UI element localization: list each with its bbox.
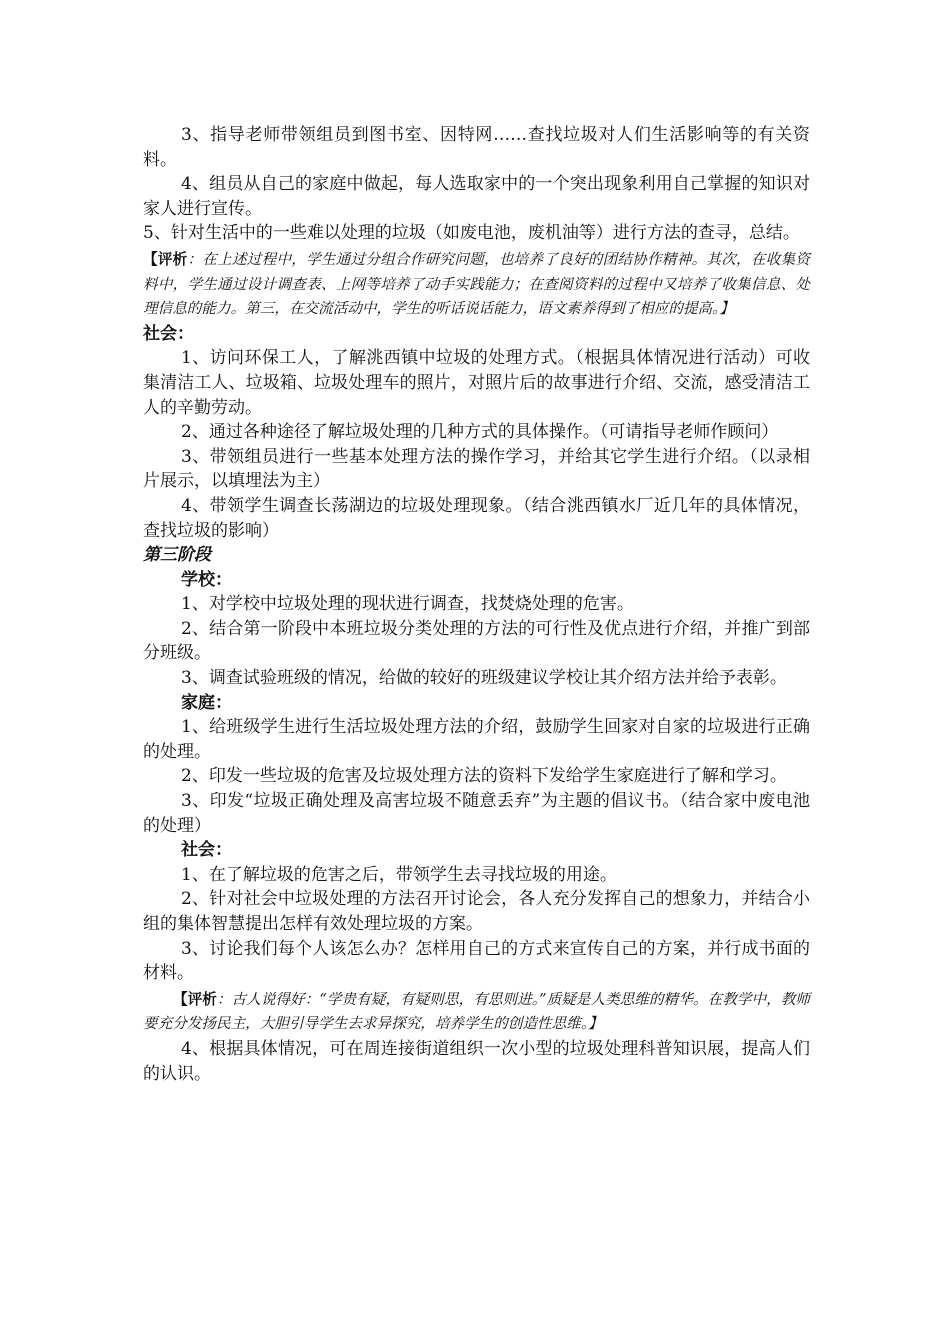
commentary-note [143, 988, 810, 1037]
commentary-label: 评析 [187, 990, 217, 1008]
paragraph-item: 4、带领学生调查长荡湖边的垃圾处理现象。（结合洮西镇水厂近几年的具体情况，查找垃圾的影响） [143, 495, 810, 541]
stage-heading: 第三阶段 [143, 545, 211, 566]
commentary-label: 评析 [157, 250, 188, 268]
paragraph-item: 1、给班级学生进行生活垃圾处理方法的介绍，鼓励学生回家对自家的垃圾进行正确的处理。 [143, 717, 810, 762]
section-heading-family: 家庭： [181, 692, 232, 713]
document-body [143, 123, 810, 1086]
paragraph-item: 4、根据具体情况，可在周连接街道组织一次小型的垃圾处理科普知识展，提高人们的认识。 [143, 1038, 810, 1084]
section-heading-social: 社会： [181, 840, 232, 861]
commentary-bracket: 【 [143, 250, 158, 268]
paragraph-item: 2、针对社会中垃圾处理的方法召开讨论会，各人充分发挥自己的想象力，并结合小组的集体智慧提出怎样有效处理垃圾的方案。 [143, 889, 810, 934]
section-heading-social: 社会： [143, 323, 194, 344]
paragraph-item: 3、调查试验班级的情况，给做的较好的班级建议学校让其介绍方法并给予表彰。 [181, 668, 787, 689]
paragraph-item: 3、带领组员进行一些基本处理方法的操作学习，并给其它学生进行介绍。（以录相片展示，以填埋法为主） [143, 446, 810, 492]
commentary-text: ：在上述过程中，学生通过分组合作研究问题，也培养了良好的团结协作精神。其次，在收集资料中，学生通过设计调查表、上网等培养了动手实践能力；在查阅资料的过程中又培养了收集信息、处理信息的能力。第三，在交流活动中，学生的听话说话能力，语文素养得到了相应的提高。】 [143, 250, 810, 318]
paragraph-item: 2、通过各种途径了解垃圾处理的几种方式的具体操作。（可请指导老师作顾问） [181, 422, 779, 443]
section-heading-school: 学校： [181, 569, 232, 590]
commentary-bracket: 【 [173, 990, 188, 1008]
paragraph-item: 1、访问环保工人，了解洮西镇中垃圾的处理方式。（根据具体情况进行活动）可收集清洁工人、垃圾箱、垃圾处理车的照片，对照片后的故事进行介绍、交流，感受清洁工人的辛勤劳动。 [143, 348, 810, 418]
paragraph-item: 2、结合第一阶段中本班垃圾分类处理的方法的可行性及优点进行介绍，并推广到部分班级。 [143, 618, 810, 664]
paragraph-item: 3、讨论我们每个人该怎么办？怎样用自己的方式来宣传自己的方案，并行成书面的材料。 [143, 938, 810, 984]
paragraph-item: 3、指导老师带领组员到图书室、因特网……查找垃圾对人们生活影响等的有关资料。 [143, 125, 810, 170]
paragraph-item: 1、在了解垃圾的危害之后，带领学生去寻找垃圾的用途。 [181, 864, 617, 885]
paragraph-item: 2、印发一些垃圾的危害及垃圾处理方法的资料下发给学生家庭进行了解和学习。 [181, 766, 787, 787]
paragraph-item: 1、对学校中垃圾处理的现状进行调查，找焚烧处理的危害。 [181, 594, 634, 615]
paragraph-item: 5、针对生活中的一些难以处理的垃圾（如废电池，废机油等）进行方法的查寻，总结。 [143, 223, 800, 244]
paragraph-item: 3、印发“垃圾正确处理及高害垃圾不随意丢弃”为主题的倡议书。（结合家中废电池的处理） [143, 791, 810, 836]
paragraph-item: 4、组员从自己的家庭中做起，每人选取家中的一个突出现象利用自己掌握的知识对家人进行宣传。 [143, 174, 810, 219]
commentary-note [143, 248, 810, 322]
commentary-text: ：古人说得好：“学贵有疑，有疑则思，有思则进。”质疑是人类思维的精华。在教学中，教师要充分发扬民主，大胆引导学生去求异探究，培养学生的创造性思维。】 [143, 990, 810, 1033]
